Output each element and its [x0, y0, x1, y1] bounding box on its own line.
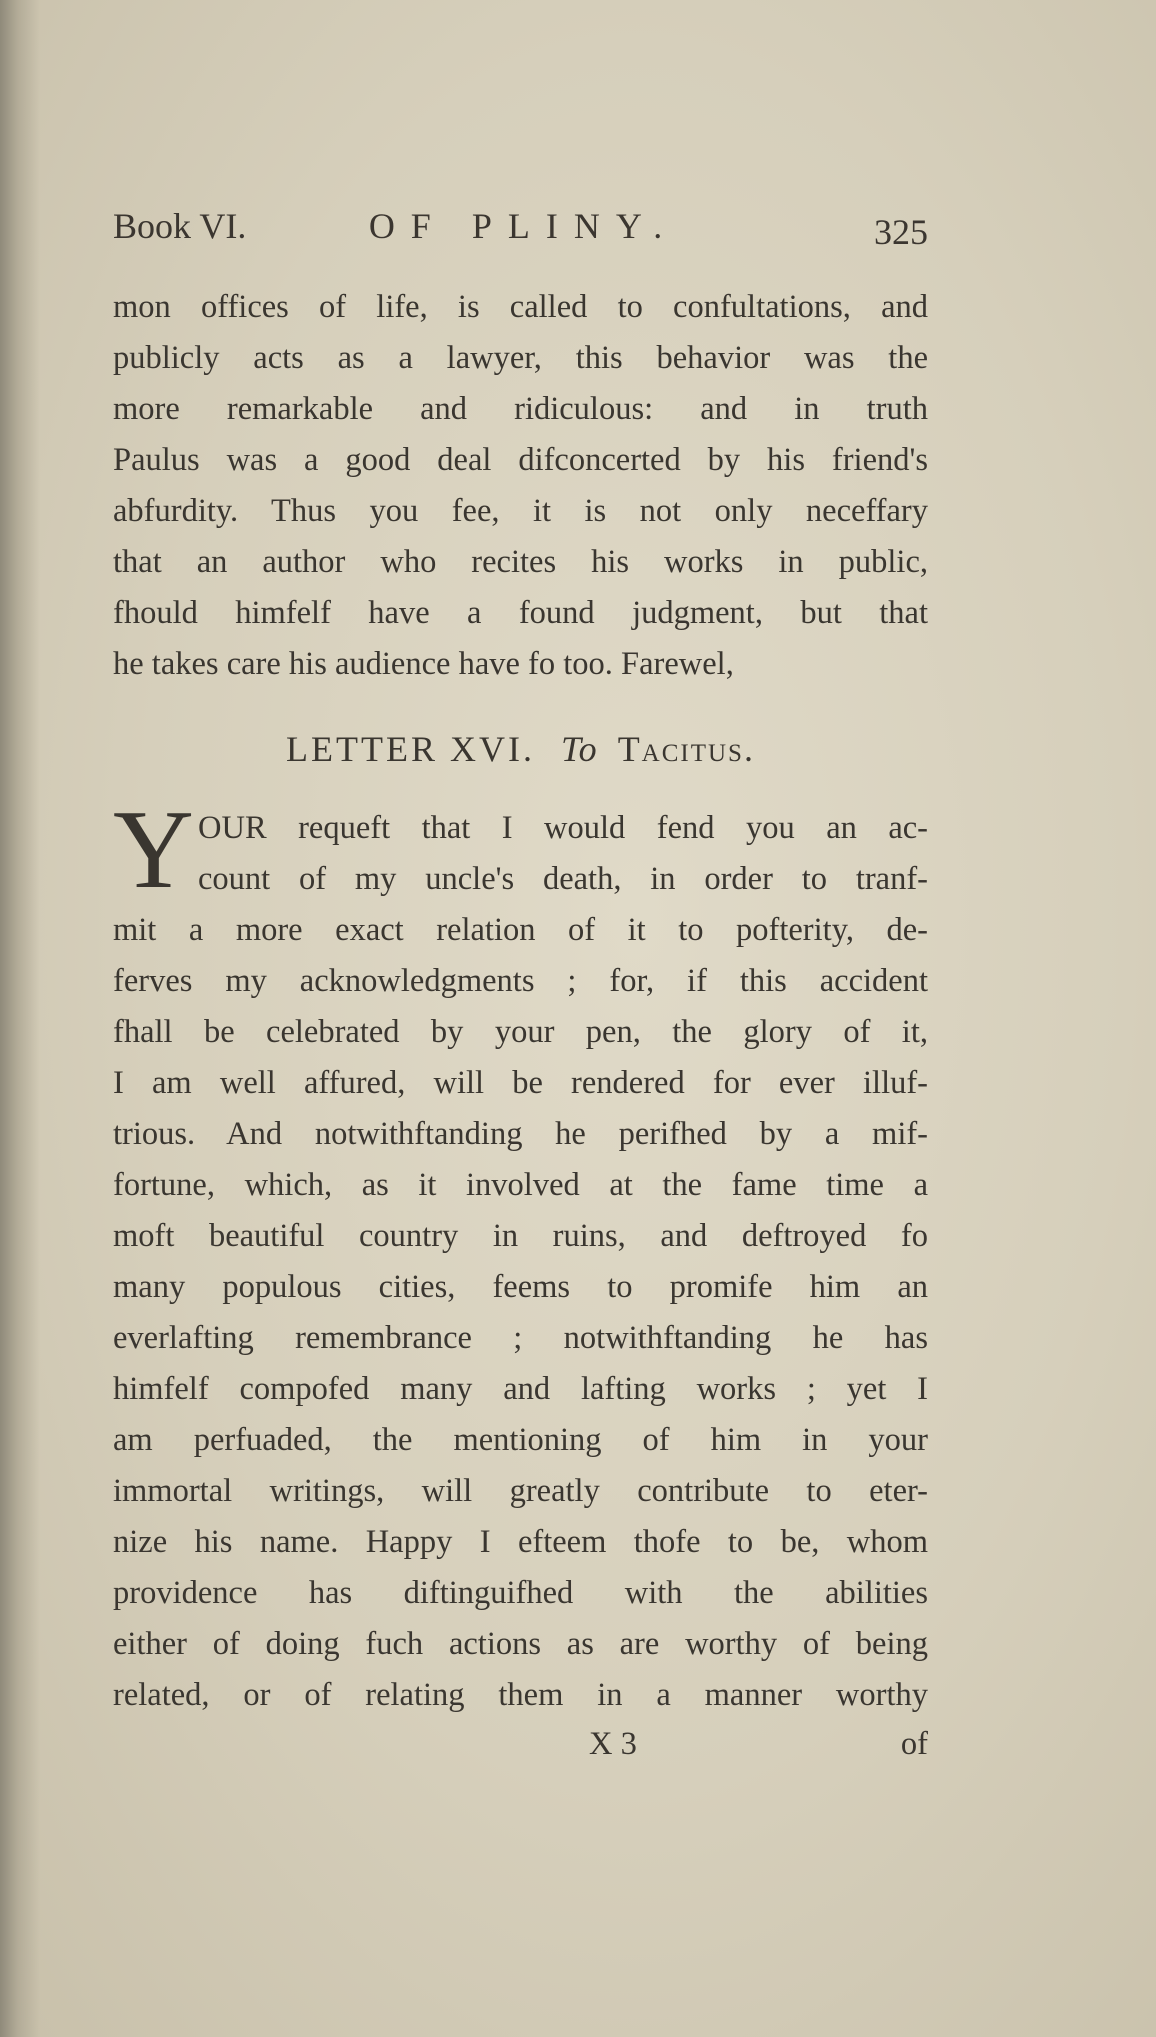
text-line: providence has diftinguifhed with the abilities [113, 1575, 928, 1611]
text-line: more remarkable and ridiculous: and in truth [113, 391, 928, 427]
text-line: mon offices of life, is called to confultations, and [113, 289, 928, 325]
drop-cap: Y [113, 788, 194, 912]
text-line: moft beautiful country in ruins, and deftroyed fo [113, 1218, 928, 1254]
running-head-book: Book VI. [113, 206, 247, 246]
text-line: OUR requeft that I would fend you an ac- [198, 810, 928, 846]
letter-to: To [560, 729, 598, 769]
text-line: many populous cities, feems to promife him an [113, 1269, 928, 1305]
letter-recipient: Tacitus. [617, 729, 755, 769]
text-line: he takes care his audience have fo too. Farewel, [113, 646, 734, 682]
text-line: mit a more exact relation of it to pofterity, de- [113, 912, 928, 948]
page-number: 325 [874, 212, 928, 252]
text-line: fhould himfelf have a found judgment, but that [113, 595, 928, 631]
text-line: immortal writings, will greatly contribute to eter- [113, 1473, 928, 1509]
letter-body [113, 905, 928, 1721]
text-line: fhall be celebrated by your pen, the glory of it, [113, 1014, 928, 1050]
text-line: Paulus was a good deal difconcerted by his friend's [113, 442, 928, 478]
letter-number: LETTER XVI. [286, 729, 535, 769]
catchword: of [900, 1726, 928, 1762]
text-line: either of doing fuch actions as are worthy of being [113, 1626, 928, 1662]
text-line: am perfuaded, the mentioning of him in your [113, 1422, 928, 1458]
text-line: publicly acts as a lawyer, this behavior was the [113, 340, 928, 376]
text-line: abfurdity. Thus you fee, it is not only neceffary [113, 493, 928, 529]
running-head [113, 205, 928, 265]
text-line: I am well affured, will be rendered for ever illuf- [113, 1065, 928, 1101]
text-line: trious. And notwithftanding he perifhed by a mif- [113, 1116, 928, 1152]
text-line: that an author who recites his works in public, [113, 544, 928, 580]
text-line: related, or of relating them in a manner worthy [113, 1677, 928, 1713]
text-line: ferves my acknowledgments ; for, if this accident [113, 963, 928, 999]
letter-opening-lines [198, 803, 928, 905]
signature-mark: X 3 [589, 1726, 637, 1762]
text-line: fortune, which, as it involved at the fame time a [113, 1167, 928, 1203]
binding-shadow [0, 0, 40, 2037]
running-head-title: OF PLINY. [368, 206, 679, 246]
text-line: nize his name. Happy I efteem thofe to be, whom [113, 1524, 928, 1560]
page-footer [113, 1726, 928, 1776]
letter-heading [113, 728, 928, 770]
text-line: everlafting remembrance ; notwithftanding he has [113, 1320, 928, 1356]
text-line: himfelf compofed many and lafting works ; yet I [113, 1371, 928, 1407]
text-line: count of my uncle's death, in order to tranf- [198, 861, 928, 897]
continued-paragraph [113, 282, 928, 690]
